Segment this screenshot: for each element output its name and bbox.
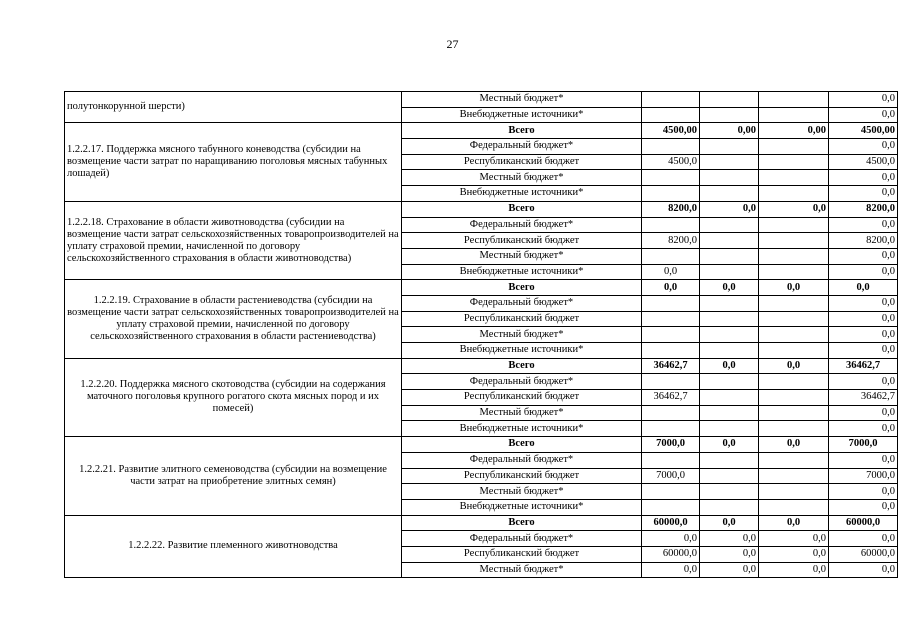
year-value-cell (642, 217, 700, 233)
year-value-cell (700, 248, 759, 264)
year-value-cell (642, 186, 700, 202)
table-row (65, 358, 898, 374)
sum-cell: 0,0 (829, 327, 898, 343)
funding-source-cell: Республиканский бюджет (402, 546, 642, 562)
year-value-cell (642, 107, 700, 123)
funding-source-cell: Республиканский бюджет (402, 468, 642, 484)
sum-cell: 0,0 (829, 170, 898, 186)
year-value-cell (700, 233, 759, 249)
sum-cell: 0,0 (829, 343, 898, 359)
year-value-cell (759, 484, 829, 500)
sum-cell: 7000,0 (829, 468, 898, 484)
table-row (65, 515, 898, 531)
year-value-cell: 0,0 (700, 562, 759, 578)
year-value-cell (759, 468, 829, 484)
year-value-cell: 60000,0 (642, 515, 700, 531)
year-value-cell (700, 154, 759, 170)
funding-source-cell: Всего (402, 515, 642, 531)
measure-description: 1.2.2.22. Развитие племенного животноводства (65, 515, 402, 578)
year-value-cell (700, 170, 759, 186)
year-value-cell (642, 374, 700, 390)
year-value-cell (759, 154, 829, 170)
year-value-cell (700, 186, 759, 202)
funding-source-cell: Федеральный бюджет* (402, 374, 642, 390)
year-value-cell (642, 92, 700, 108)
sum-cell: 4500,0 (829, 154, 898, 170)
year-value-cell (700, 405, 759, 421)
sum-cell: 0,0 (829, 107, 898, 123)
year-value-cell (642, 484, 700, 500)
year-value-cell (759, 170, 829, 186)
year-value-cell: 0,0 (642, 280, 700, 296)
sum-cell: 0,0 (829, 499, 898, 515)
year-value-cell (642, 421, 700, 437)
sum-cell: 0,0 (829, 484, 898, 500)
year-value-cell (642, 405, 700, 421)
year-value-cell (642, 139, 700, 155)
funding-source-cell: Внебюджетные источники* (402, 499, 642, 515)
year-value-cell: 7000,0 (642, 468, 700, 484)
funding-source-cell: Федеральный бюджет* (402, 217, 642, 233)
year-value-cell (642, 295, 700, 311)
year-value-cell (700, 107, 759, 123)
sum-cell: 0,0 (829, 280, 898, 296)
sum-cell: 0,0 (829, 248, 898, 264)
year-value-cell: 0,0 (759, 546, 829, 562)
year-value-cell: 0,0 (759, 437, 829, 453)
year-value-cell: 0,0 (700, 531, 759, 547)
year-value-cell: 0,0 (759, 280, 829, 296)
table-row (65, 280, 898, 296)
table-row (65, 92, 898, 108)
year-value-cell: 0,0 (642, 531, 700, 547)
sum-cell: 0,0 (829, 217, 898, 233)
year-value-cell (759, 374, 829, 390)
funding-source-cell: Местный бюджет* (402, 562, 642, 578)
sum-cell: 0,0 (829, 264, 898, 280)
sum-cell: 60000,0 (829, 546, 898, 562)
year-value-cell: 0,0 (759, 201, 829, 217)
year-value-cell (700, 217, 759, 233)
year-value-cell (759, 186, 829, 202)
funding-source-cell: Местный бюджет* (402, 484, 642, 500)
measure-description: 1.2.2.21. Развитие элитного семеноводства (субсидии на возмещение части затрат на приобретение элитных семян) (65, 437, 402, 515)
year-value-cell: 0,0 (700, 358, 759, 374)
funding-source-cell: Местный бюджет* (402, 405, 642, 421)
year-value-cell: 0,0 (700, 546, 759, 562)
funding-source-cell: Республиканский бюджет (402, 233, 642, 249)
table-row (65, 201, 898, 217)
funding-source-cell: Внебюджетные источники* (402, 264, 642, 280)
year-value-cell (700, 92, 759, 108)
sum-cell: 36462,7 (829, 390, 898, 406)
year-value-cell (759, 264, 829, 280)
year-value-cell (700, 390, 759, 406)
table-row (65, 123, 898, 139)
sum-cell: 7000,0 (829, 437, 898, 453)
funding-source-cell: Федеральный бюджет* (402, 531, 642, 547)
year-value-cell (759, 233, 829, 249)
year-value-cell: 7000,0 (642, 437, 700, 453)
table-row (65, 437, 898, 453)
sum-cell: 0,0 (829, 531, 898, 547)
sum-cell: 0,0 (829, 421, 898, 437)
year-value-cell (700, 484, 759, 500)
year-value-cell (759, 327, 829, 343)
year-value-cell (642, 499, 700, 515)
year-value-cell (642, 343, 700, 359)
funding-source-cell: Федеральный бюджет* (402, 452, 642, 468)
funding-source-cell: Всего (402, 201, 642, 217)
year-value-cell: 0,00 (759, 123, 829, 139)
sum-cell: 60000,0 (829, 515, 898, 531)
year-value-cell (759, 107, 829, 123)
measure-description: 1.2.2.17. Поддержка мясного табунного коневодства (субсидии на возмещение части затрат по наращиванию поголовья мясных табунных лошадей) (65, 123, 402, 201)
year-value-cell (759, 421, 829, 437)
year-value-cell (700, 468, 759, 484)
sum-cell: 36462,7 (829, 358, 898, 374)
sum-cell: 0,0 (829, 139, 898, 155)
year-value-cell (700, 311, 759, 327)
funding-source-cell: Внебюджетные источники* (402, 421, 642, 437)
funding-source-cell: Местный бюджет* (402, 170, 642, 186)
measure-description: 1.2.2.19. Страхование в области растениеводства (субсидии на возмещение части затрат сельскохозяйственных товаропроизводителей на уплату страховой премии, начисленной по договору сельскохозяйственного страхования в области растениеводства) (65, 280, 402, 358)
year-value-cell (700, 139, 759, 155)
year-value-cell: 0,0 (642, 264, 700, 280)
funding-source-cell: Местный бюджет* (402, 327, 642, 343)
year-value-cell: 0,0 (700, 515, 759, 531)
funding-source-cell: Федеральный бюджет* (402, 295, 642, 311)
sum-cell: 0,0 (829, 405, 898, 421)
year-value-cell: 0,0 (642, 562, 700, 578)
year-value-cell: 0,0 (700, 201, 759, 217)
year-value-cell: 8200,0 (642, 233, 700, 249)
budget-table-body (65, 92, 898, 578)
year-value-cell: 36462,7 (642, 390, 700, 406)
funding-source-cell: Всего (402, 123, 642, 139)
sum-cell: 0,0 (829, 311, 898, 327)
sum-cell: 0,0 (829, 92, 898, 108)
funding-source-cell: Местный бюджет* (402, 92, 642, 108)
funding-source-cell: Всего (402, 437, 642, 453)
year-value-cell: 0,00 (700, 123, 759, 139)
year-value-cell (642, 248, 700, 264)
year-value-cell: 0,0 (700, 437, 759, 453)
sum-cell: 0,0 (829, 295, 898, 311)
measure-description: 1.2.2.18. Страхование в области животноводства (субсидии на возмещение части затрат сельскохозяйственных товаропроизводителей на уплату страховой премии, начисленной по договору сельскохозяйственного страхования в области животноводства) (65, 201, 402, 279)
year-value-cell: 0,0 (700, 280, 759, 296)
year-value-cell: 0,0 (759, 531, 829, 547)
year-value-cell (759, 217, 829, 233)
funding-source-cell: Всего (402, 280, 642, 296)
measure-description: 1.2.2.20. Поддержка мясного скотоводства (субсидии на содержания маточного поголовья крупного рогатого скота мясных пород и их помесей) (65, 358, 402, 436)
year-value-cell (642, 327, 700, 343)
year-value-cell (759, 311, 829, 327)
funding-source-cell: Местный бюджет* (402, 248, 642, 264)
funding-source-cell: Внебюджетные источники* (402, 343, 642, 359)
year-value-cell: 36462,7 (642, 358, 700, 374)
year-value-cell (700, 499, 759, 515)
year-value-cell (759, 390, 829, 406)
year-value-cell: 0,0 (759, 562, 829, 578)
budget-table (64, 91, 898, 578)
year-value-cell (700, 327, 759, 343)
year-value-cell (759, 92, 829, 108)
sum-cell: 0,0 (829, 452, 898, 468)
year-value-cell: 8200,0 (642, 201, 700, 217)
year-value-cell (759, 405, 829, 421)
measure-description: полутонкорунной шерсти) (65, 92, 402, 123)
year-value-cell (759, 295, 829, 311)
sum-cell: 8200,0 (829, 233, 898, 249)
funding-source-cell: Внебюджетные источники* (402, 186, 642, 202)
year-value-cell (700, 295, 759, 311)
year-value-cell (759, 139, 829, 155)
year-value-cell (700, 343, 759, 359)
page-number: 27 (446, 37, 459, 51)
funding-source-cell: Республиканский бюджет (402, 311, 642, 327)
year-value-cell: 4500,00 (642, 123, 700, 139)
year-value-cell (642, 170, 700, 186)
year-value-cell (700, 374, 759, 390)
year-value-cell: 0,0 (759, 358, 829, 374)
sum-cell: 8200,0 (829, 201, 898, 217)
funding-source-cell: Республиканский бюджет (402, 154, 642, 170)
funding-source-cell: Федеральный бюджет* (402, 139, 642, 155)
year-value-cell (700, 452, 759, 468)
sum-cell: 0,0 (829, 374, 898, 390)
year-value-cell: 0,0 (759, 515, 829, 531)
year-value-cell: 4500,0 (642, 154, 700, 170)
year-value-cell (759, 452, 829, 468)
year-value-cell (759, 499, 829, 515)
year-value-cell (700, 264, 759, 280)
sum-cell: 0,0 (829, 562, 898, 578)
year-value-cell (759, 343, 829, 359)
year-value-cell (759, 248, 829, 264)
year-value-cell (700, 421, 759, 437)
sum-cell: 0,0 (829, 186, 898, 202)
funding-source-cell: Всего (402, 358, 642, 374)
sum-cell: 4500,00 (829, 123, 898, 139)
year-value-cell (642, 311, 700, 327)
funding-source-cell: Внебюджетные источники* (402, 107, 642, 123)
year-value-cell (642, 452, 700, 468)
funding-source-cell: Республиканский бюджет (402, 390, 642, 406)
year-value-cell: 60000,0 (642, 546, 700, 562)
